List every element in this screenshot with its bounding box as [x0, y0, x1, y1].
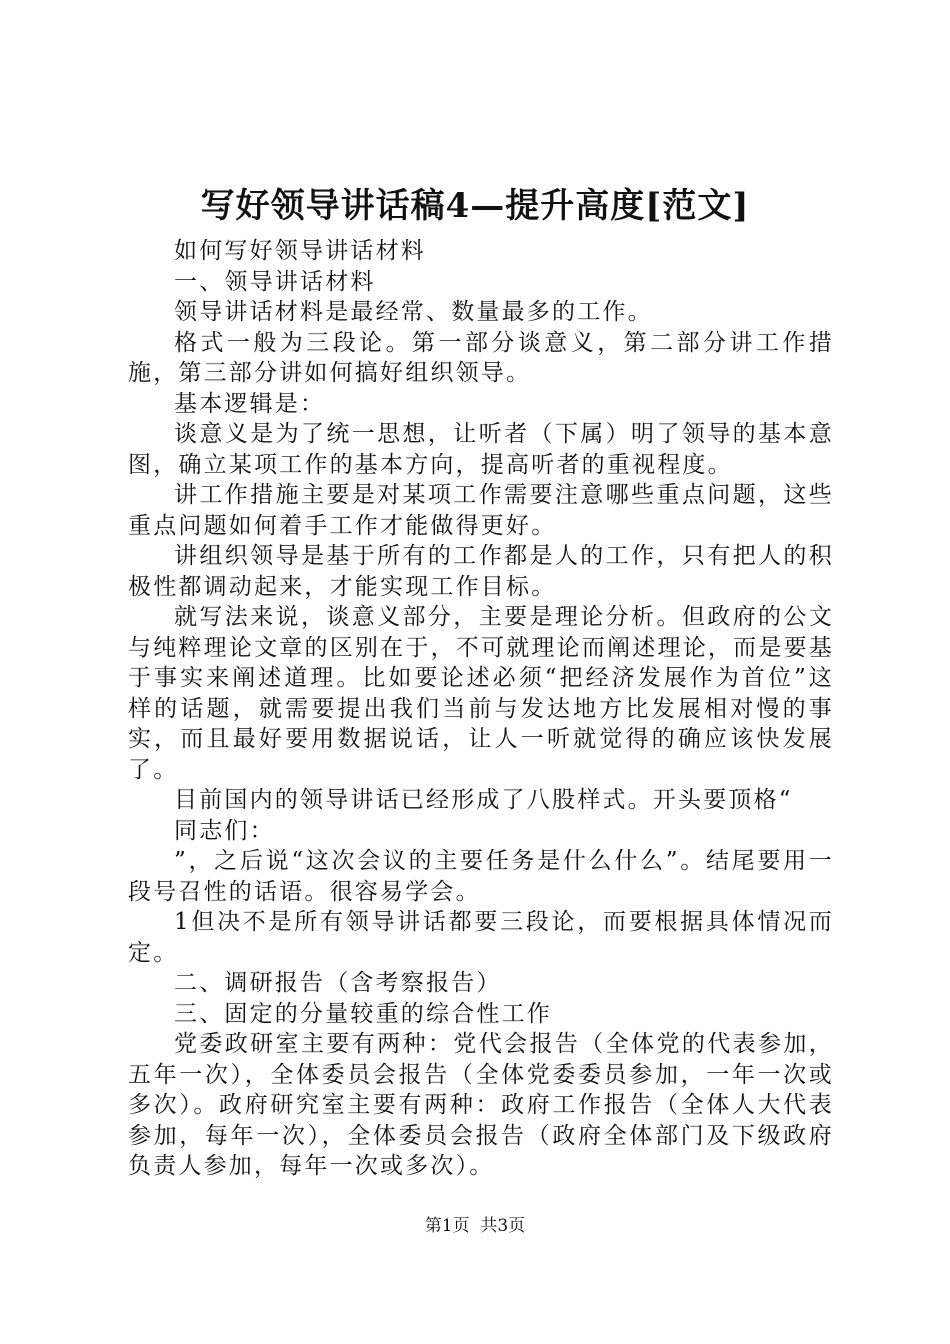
paragraph: 讲组织领导是基于所有的工作都是人的工作，只有把人的积极性都调动起来，才能实现工作目标。 — [128, 543, 834, 600]
paragraph: 二、调研报告（含考察报告） — [174, 970, 502, 996]
paragraph: 就写法来说，谈意义部分，主要是理论分析。但政府的公文与纯粹理论文章的区别在于，不可就理论而阐述理论，而是要基于事实来阐述道理。比如要论述必须“把经济发展作为首位”这样的话题，就需要提出我们当前与发达地方比发展相对慢的事实，而且最好要用数据说话，让人一听就觉得的确应该快发展了。 — [128, 604, 834, 783]
paragraph: ”，之后说“这次会议的主要任务是什么什么”。结尾要用一段号召性的话语。很容易学会。 — [128, 848, 834, 905]
paragraph: 讲工作措施主要是对某项工作需要注意哪些重点问题，这些重点问题如何着手工作才能做得更好。 — [128, 482, 834, 539]
paragraph: 领导讲话材料是最经常、数量最多的工作。 — [174, 299, 653, 325]
page-total: 共3页 — [480, 1216, 526, 1236]
document-title: 写好领导讲话稿4—提升高度[范文] — [200, 186, 750, 226]
paragraph: 一、领导讲话材料 — [174, 268, 376, 295]
paragraph: 格式一般为三段论。第一部分谈意义，第二部分讲工作措施，第三部分讲如何搞好组织领导。 — [128, 329, 834, 386]
document-body — [128, 236, 834, 1182]
paragraph: 基本逻辑是： — [174, 390, 326, 417]
paragraph: 谈意义是为了统一思想，让听者（下属）明了领导的基本意图，确立某项工作的基本方向，提高听者的重视程度。 — [128, 421, 834, 478]
page-number: 第1页 — [424, 1216, 470, 1236]
paragraph: 1但决不是所有领导讲话都要三段论，而要根据具体情况而定。 — [128, 909, 834, 966]
paragraph: 如何写好领导讲话材料 — [174, 238, 426, 264]
paragraph: 党委政研室主要有两种：党代会报告（全体党的代表参加，五年一次），全体委员会报告（全体党委委员参加，一年一次或多次）。政府研究室主要有两种：政府工作报告（全体人大代表参加，每年一次），全体委员会报告（政府全体部门及下级政府负责人参加，每年一次或多次）。 — [128, 1031, 834, 1179]
paragraph: 同志们： — [174, 817, 275, 844]
page-footer — [0, 1214, 950, 1238]
paragraph: 三、固定的分量较重的综合性工作 — [174, 1000, 552, 1027]
paragraph: 目前国内的领导讲话已经形成了八股样式。开头要顶格“ — [174, 787, 793, 813]
